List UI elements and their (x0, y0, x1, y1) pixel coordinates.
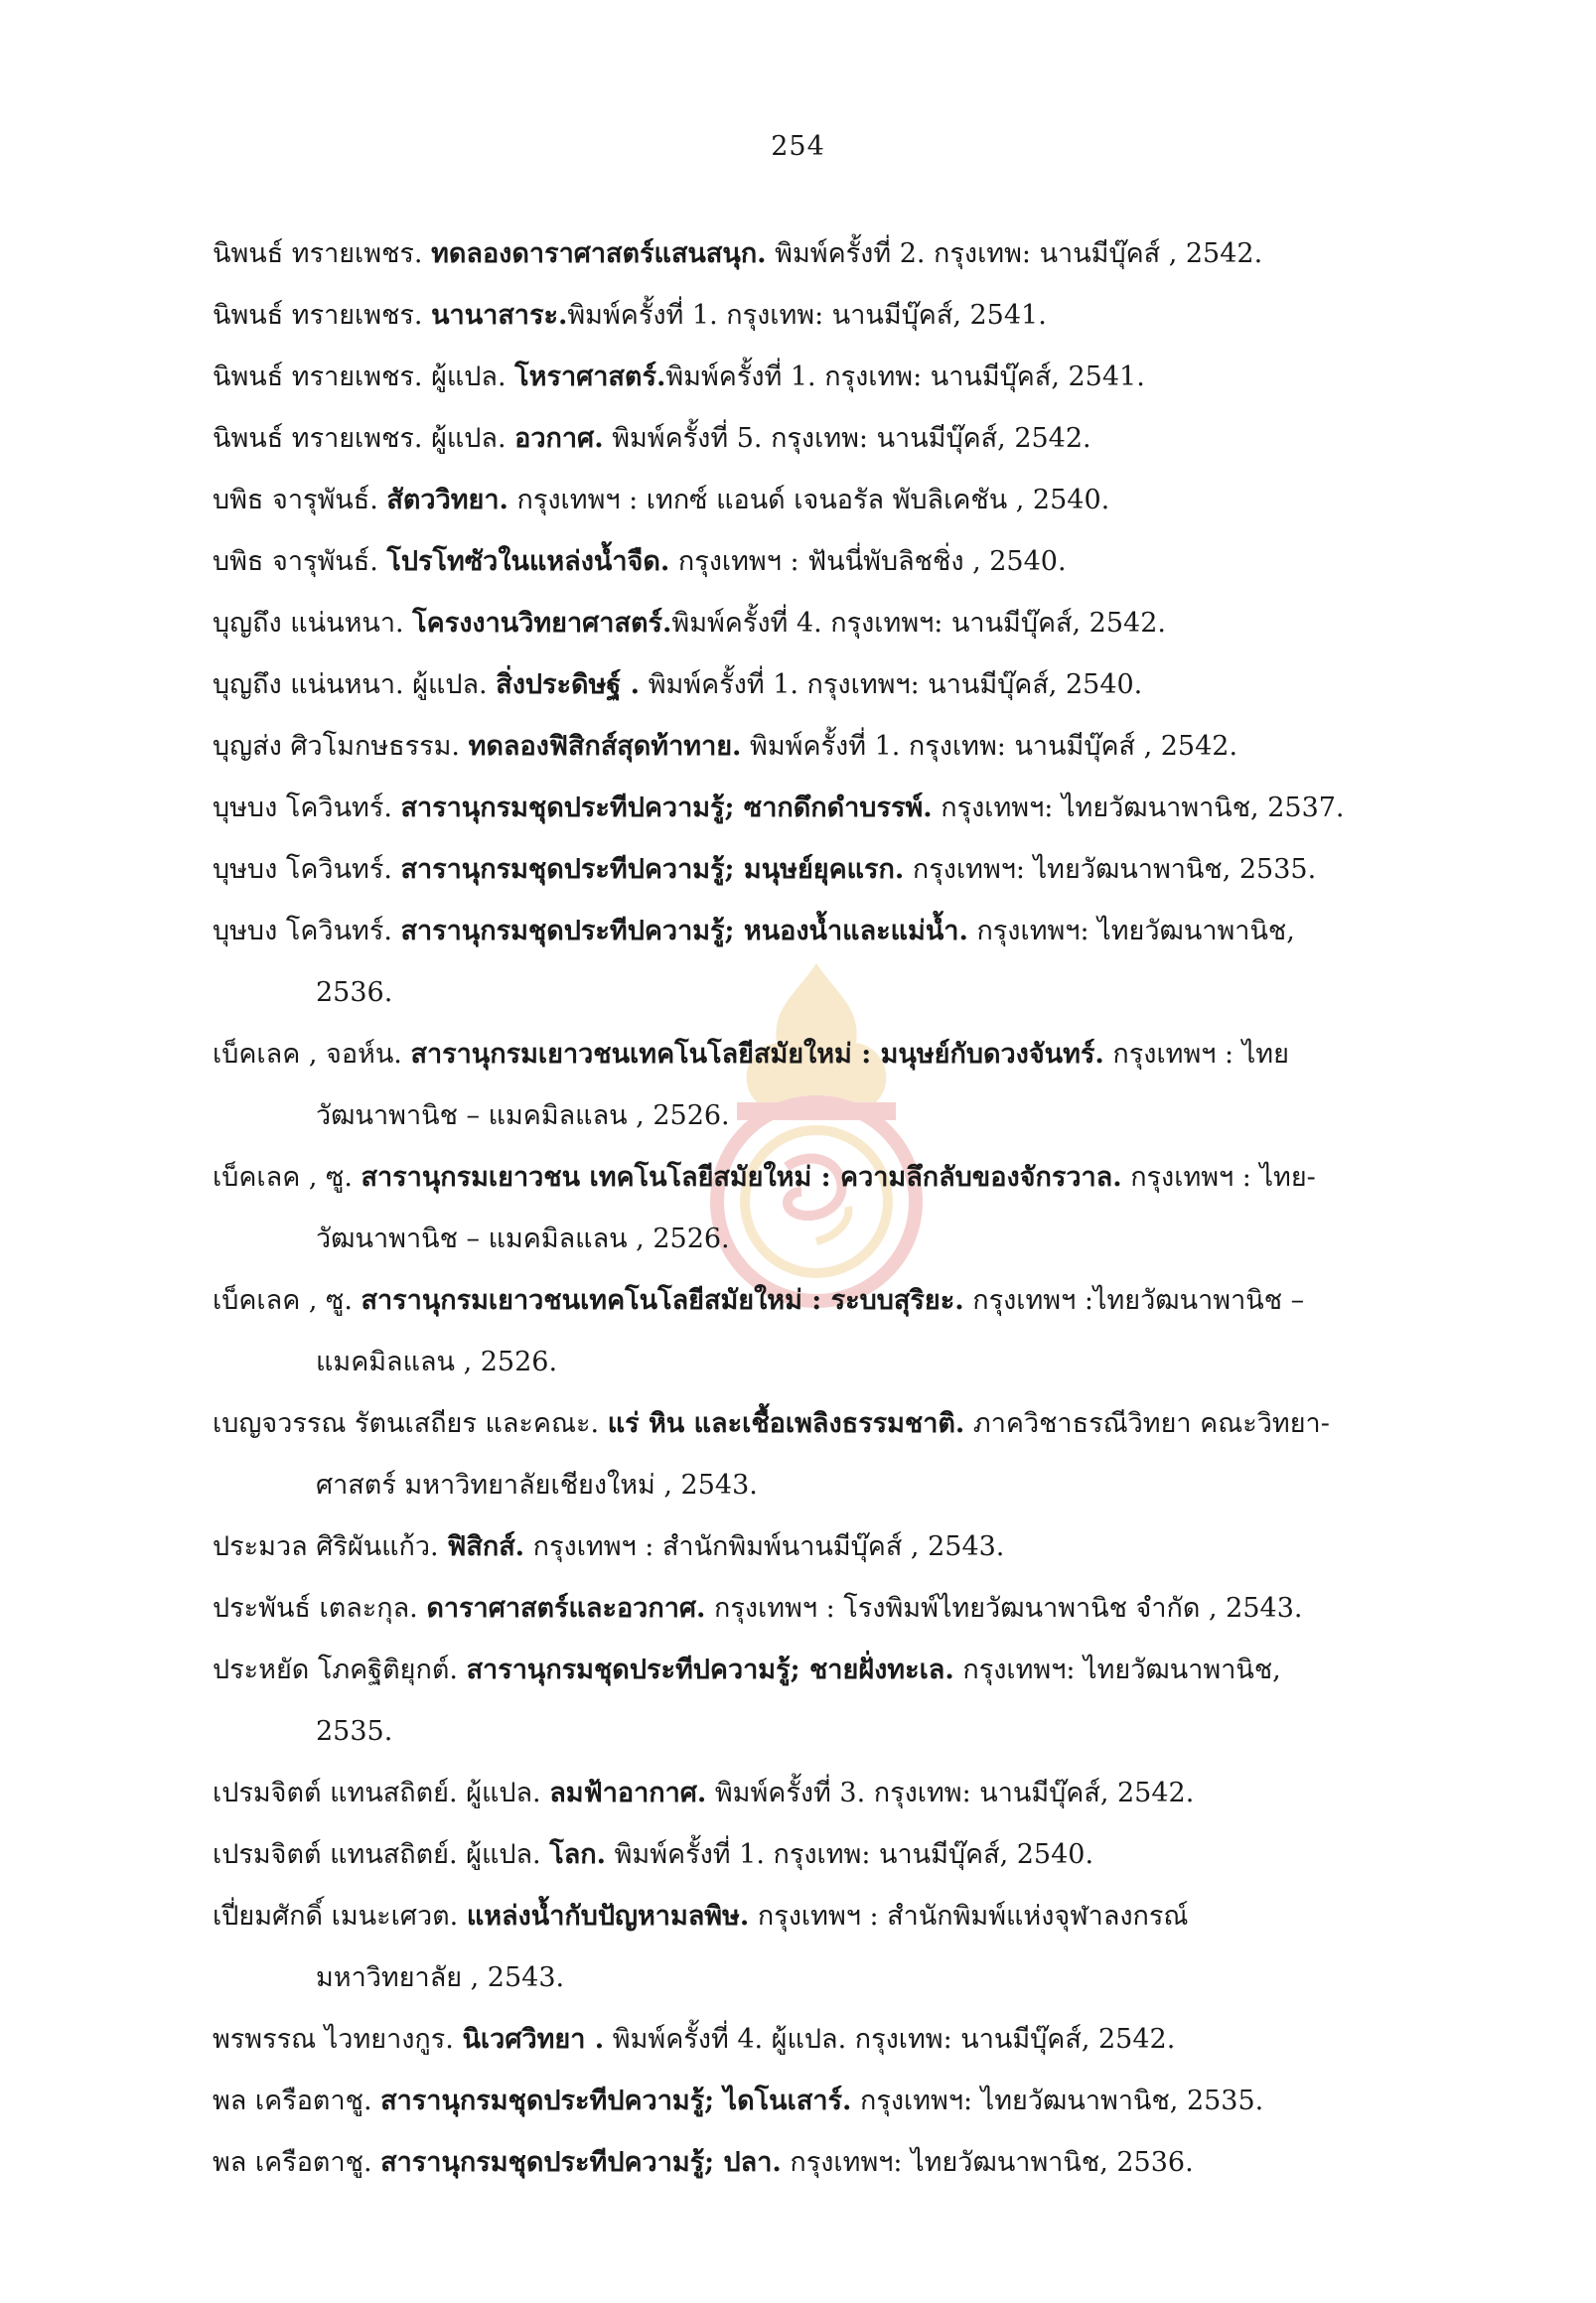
entry-title: ลมฟ้าอากาศ. (549, 1778, 707, 1808)
entry-author: เบญจวรรณ รัตนเสถียร และคณะ. (213, 1408, 600, 1439)
entry-title: สารานุกรมเยาวชนเทคโนโลยีสมัยใหม่ : มนุษย์กับดวงจันทร์. (410, 1039, 1104, 1070)
entry-continuation: วัฒนาพานิช – แมคมิลแลน , 2526. (316, 1223, 730, 1254)
bibliography-entry (213, 1578, 1419, 1640)
entry-author: บุญส่ง ศิวโมกษธรรม. (213, 731, 460, 762)
entry-publication: ภาควิชาธรณีวิทยา คณะวิทยา- (972, 1408, 1330, 1439)
bibliography-entry (213, 1147, 1419, 1209)
entry-author: นิพนธ์ ทรายเพชร. ผู้แปล. (213, 423, 507, 454)
entry-publication: พิมพ์ครั้งที่ 4. ผู้แปล. กรุงเทพ: นานมีบุ๊คส์, 2542. (612, 2024, 1176, 2055)
entry-publication: กรุงเทพฯ: ไทยวัฒนาพานิช, 2535. (912, 854, 1317, 885)
entry-title: แหล่งน้ำกับปัญหามลพิษ. (466, 1901, 750, 1932)
bibliography-entry (213, 1763, 1419, 1824)
entry-title: โปรโทซัวในแหล่งน้ำจืด. (386, 546, 670, 577)
bibliography-entry (213, 408, 1419, 470)
entry-author: ประพันธ์ เตละกุล. (213, 1593, 418, 1624)
entry-author: เปี่ยมศักดิ์ เมนะเศวต. (213, 1901, 459, 1932)
bibliography-entry-continuation (213, 1947, 1419, 2009)
entry-title: โหราศาสตร์. (514, 361, 666, 392)
bibliography-entry (213, 1640, 1419, 1701)
bibliography-entry-continuation (213, 1209, 1419, 1270)
entry-author: นิพนธ์ ทรายเพชร. (213, 238, 423, 269)
entry-author: บุญถึง แน่นหนา. (213, 608, 404, 639)
entry-author: บุษบง โควินทร์. (213, 792, 392, 823)
entry-author: พรพรรณ ไวทยางกูร. (213, 2024, 454, 2055)
entry-author: บุษบง โควินทร์. (213, 854, 392, 885)
entry-author: นิพนธ์ ทรายเพชร. ผู้แปล. (213, 361, 507, 392)
entry-title: สารานุกรมชุดประทีปความรู้; หนองน้ำและแม่น้ำ. (400, 916, 968, 946)
entry-author: พล เครือตาชู. (213, 2147, 372, 2178)
bibliography-entry (213, 285, 1419, 347)
bibliography-entry (213, 1393, 1419, 1455)
bibliography-list (213, 223, 1419, 2194)
bibliography-entry (213, 2132, 1419, 2194)
bibliography-entry (213, 223, 1419, 285)
entry-title: สารานุกรมเยาวชน เทคโนโลยีสมัยใหม่ : ความลึกลับของจักรวาล. (361, 1162, 1122, 1193)
entry-publication: กรุงเทพฯ : เทกซ์ แอนด์ เจนอรัล พับลิเคชัน , 2540. (516, 485, 1110, 515)
entry-publication: กรุงเทพฯ: ไทยวัฒนาพานิช, 2535. (859, 2086, 1264, 2116)
entry-publication: พิมพ์ครั้งที่ 1. กรุงเทพ: นานมีบุ๊คส์, 2541. (567, 300, 1047, 331)
entry-title: สารานุกรมชุดประทีปความรู้; ซากดึกดำบรรพ์. (400, 792, 933, 823)
bibliography-entry (213, 778, 1419, 839)
entry-publication: กรุงเทพฯ: ไทยวัฒนาพานิช, (976, 916, 1295, 946)
entry-publication: กรุงเทพฯ: ไทยวัฒนาพานิช, 2536. (790, 2147, 1194, 2178)
entry-title: ฟิสิกส์. (447, 1531, 525, 1562)
entry-publication: กรุงเทพฯ :ไทยวัฒนาพานิช – (972, 1285, 1305, 1316)
entry-title: สิ่งประดิษฐ์ . (496, 669, 641, 700)
entry-publication: พิมพ์ครั้งที่ 4. กรุงเทพฯ: นานมีบุ๊คส์, 2542. (671, 608, 1166, 639)
bibliography-entry (213, 839, 1419, 901)
bibliography-entry (213, 1824, 1419, 1886)
bibliography-entry (213, 531, 1419, 593)
entry-publication: พิมพ์ครั้งที่ 2. กรุงเทพ: นานมีบุ๊คส์ , 2542. (775, 238, 1263, 269)
entry-publication: กรุงเทพฯ: ไทยวัฒนาพานิช, 2537. (941, 792, 1345, 823)
bibliography-entry (213, 2071, 1419, 2132)
entry-title: แร่ หิน และเชื้อเพลิงธรรมชาติ. (607, 1408, 965, 1439)
entry-publication: กรุงเทพฯ : สำนักพิมพ์แห่งจุฬาลงกรณ์ (757, 1901, 1189, 1932)
bibliography-entry (213, 593, 1419, 654)
entry-author: นิพนธ์ ทรายเพชร. (213, 300, 423, 331)
bibliography-entry-continuation (213, 1701, 1419, 1763)
entry-author: บุษบง โควินทร์. (213, 916, 392, 946)
bibliography-entry (213, 654, 1419, 716)
entry-author: พล เครือตาชู. (213, 2086, 372, 2116)
entry-title: โครงงานวิทยาศาสตร์. (412, 608, 672, 639)
entry-author: บุญถึง แน่นหนา. ผู้แปล. (213, 669, 488, 700)
entry-publication: พิมพ์ครั้งที่ 3. กรุงเทพ: นานมีบุ๊คส์, 2542. (714, 1778, 1195, 1808)
entry-title: สารานุกรมชุดประทีปความรู้; ปลา. (380, 2147, 782, 2178)
entry-title: ดาราศาสตร์และอวกาศ. (426, 1593, 706, 1624)
entry-publication: กรุงเทพฯ : โรงพิมพ์ไทยวัฒนาพานิช จำกัด , 2543. (714, 1593, 1303, 1624)
entry-title: นิเวศวิทยา . (462, 2024, 605, 2055)
entry-title: นานาสาระ. (431, 300, 568, 331)
entry-title: ทดลองฟิสิกส์สุดท้าทาย. (468, 731, 742, 762)
entry-publication: พิมพ์ครั้งที่ 1. กรุงเทพ: นานมีบุ๊คส์ , 2542. (750, 731, 1238, 762)
entry-title: สารานุกรมชุดประทีปความรู้; มนุษย์ยุคแรก. (400, 854, 905, 885)
bibliography-entry (213, 1024, 1419, 1085)
entry-continuation: แมคมิลแลน , 2526. (316, 1347, 558, 1377)
bibliography-entry (213, 901, 1419, 962)
entry-publication: กรุงเทพฯ : สำนักพิมพ์นานมีบุ๊คส์ , 2543. (532, 1531, 1005, 1562)
entry-publication: พิมพ์ครั้งที่ 1. กรุงเทพ: นานมีบุ๊คส์, 2541. (665, 361, 1145, 392)
entry-title: สารานุกรมชุดประทีปความรู้; ไดโนเสาร์. (380, 2086, 852, 2116)
bibliography-entry (213, 1886, 1419, 1947)
entry-author: ประหยัด โภคฐิติยุกต์. (213, 1655, 458, 1685)
entry-title: สารานุกรมชุดประทีปความรู้; ชายฝั่งทะเล. (466, 1655, 954, 1685)
entry-publication: พิมพ์ครั้งที่ 1. กรุงเทพฯ: นานมีบุ๊คส์, 2540. (648, 669, 1143, 700)
bibliography-entry (213, 1516, 1419, 1578)
bibliography-entry (213, 470, 1419, 531)
entry-continuation: มหาวิทยาลัย , 2543. (316, 1962, 565, 1993)
bibliography-entry (213, 1270, 1419, 1332)
entry-author: บพิธ จารุพันธ์. (213, 485, 378, 515)
entry-publication: พิมพ์ครั้งที่ 5. กรุงเทพ: นานมีบุ๊คส์, 2542. (612, 423, 1091, 454)
entry-publication: กรุงเทพฯ : ไทย- (1130, 1162, 1316, 1193)
bibliography-entry-continuation (213, 962, 1419, 1024)
entry-title: อวกาศ. (514, 423, 604, 454)
entry-continuation: 2536. (316, 977, 393, 1008)
bibliography-entry (213, 347, 1419, 408)
entry-author: เบ็คเลค , ซู. (213, 1162, 353, 1193)
entry-publication: พิมพ์ครั้งที่ 1. กรุงเทพ: นานมีบุ๊คส์, 2540. (614, 1839, 1094, 1870)
bibliography-entry-continuation (213, 1455, 1419, 1516)
bibliography-entry-continuation (213, 1085, 1419, 1147)
entry-author: บพิธ จารุพันธ์. (213, 546, 378, 577)
entry-title: ทดลองดาราศาสตร์แสนสนุก. (431, 238, 767, 269)
entry-publication: กรุงเทพฯ : ไทย (1112, 1039, 1289, 1070)
entry-continuation: 2535. (316, 1716, 393, 1747)
bibliography-entry (213, 716, 1419, 778)
entry-continuation: ศาสตร์ มหาวิทยาลัยเชียงใหม่ , 2543. (316, 1470, 758, 1501)
entry-author: เปรมจิตต์ แทนสถิตย์. ผู้แปล. (213, 1839, 541, 1870)
bibliography-entry-continuation (213, 1332, 1419, 1393)
entry-author: เปรมจิตต์ แทนสถิตย์. ผู้แปล. (213, 1778, 541, 1808)
entry-title: สัตววิทยา. (386, 485, 508, 515)
entry-author: เบ็คเลค , จอห์น. (213, 1039, 402, 1070)
entry-title: โลก. (549, 1839, 607, 1870)
entry-publication: กรุงเทพฯ : ฟันนี่พับลิชชิ่ง , 2540. (677, 546, 1067, 577)
bibliography-entry (213, 2009, 1419, 2071)
entry-title: สารานุกรมเยาวชนเทคโนโลยีสมัยใหม่ : ระบบสุริยะ. (361, 1285, 964, 1316)
page-number: 254 (771, 131, 825, 162)
entry-author: เบ็คเลค , ซู. (213, 1285, 353, 1316)
entry-author: ประมวล ศิริผันแก้ว. (213, 1531, 439, 1562)
entry-continuation: วัฒนาพานิช – แมคมิลแลน , 2526. (316, 1100, 730, 1131)
entry-publication: กรุงเทพฯ: ไทยวัฒนาพานิช, (962, 1655, 1281, 1685)
